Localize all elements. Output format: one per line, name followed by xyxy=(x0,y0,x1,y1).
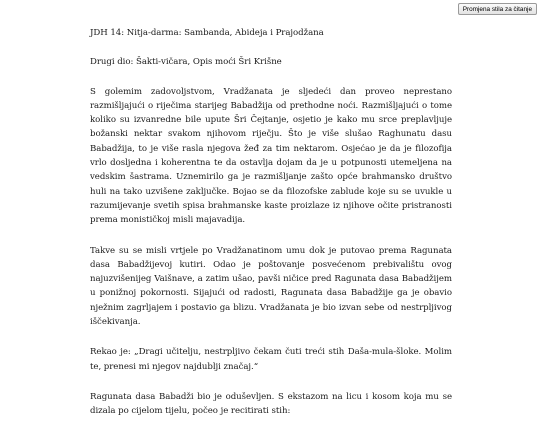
paragraph: Takve su se misli vrtjele po Vradžanatinom umu dok je putovao prema Ragunata dasa Babadžijevoj kutiri. Odao je poštovanje posvećenom prebivalištu ovog najuzvišenijeg Vaišnave, a zatim ušao, pavši ničice pred Ragunata dasa Babadžijem u ponižnoj pokornosti. Sijajući od radosti, Ragunata dasa Babadžije ga je obavio nježnim zagrljajem i postavio ga blizu. Vradžanata je bio izvan sebe od nestrpljivog iščekivanja. xyxy=(90,245,452,328)
document-body xyxy=(90,26,452,435)
paragraph: Ragunata dasa Babadži bio je oduševljen. S ekstazom na licu i kosom koja mu se dizala po cijelom tijelu, počeo je recitirati stih: xyxy=(90,391,452,417)
paragraph: Rekao je: „Dragi učitelju, nestrpljivo čekam čuti treći stih Daša-mula-šloke. Molim te, prenesi mi njegov najdublji značaj.“ xyxy=(90,347,452,372)
chapter-title: JDH 14: Nitja-darma: Sambanda, Abideja i Prajodžana xyxy=(90,28,324,38)
paragraph: S golemim zadovoljstvom, Vradžanata je sljedeći dan proveo neprestano razmišljajući o riječima starijeg Babadžija od prethodne noći. Razmišljajući o tome koliko su izvanredne bile upute Šri Čejtanje, osjetio je kako mu srce preplavljuje božanski nektar svakom njihovom riječju. Što je više slušao Raghunatu dasu Babadžija, to je više rasla njegova žeđ za tim nektarom. Osjećao je da je filozofija vrlo dosljedna i koherentna te da ostavlja dojam da je u potpunosti utemeljena na vedskim šastrama. Uznemirilo ga je razmišljanje zašto opće brahmansko društvo huli na tako uzvišene zaključke. Bojao se da filozofske zablude koje su se uvukle u razumijevanje svetih spisa brahmanske kaste proizlaze iz njihove očite pristranosti prema monističkoj misli majavadija. xyxy=(90,86,452,226)
section-subtitle: Drugi dio: Šakti-vičara, Opis moći Šri Krišne xyxy=(90,57,282,68)
reading-style-toggle-button[interactable]: Promjena stila za čitanje xyxy=(458,3,537,15)
